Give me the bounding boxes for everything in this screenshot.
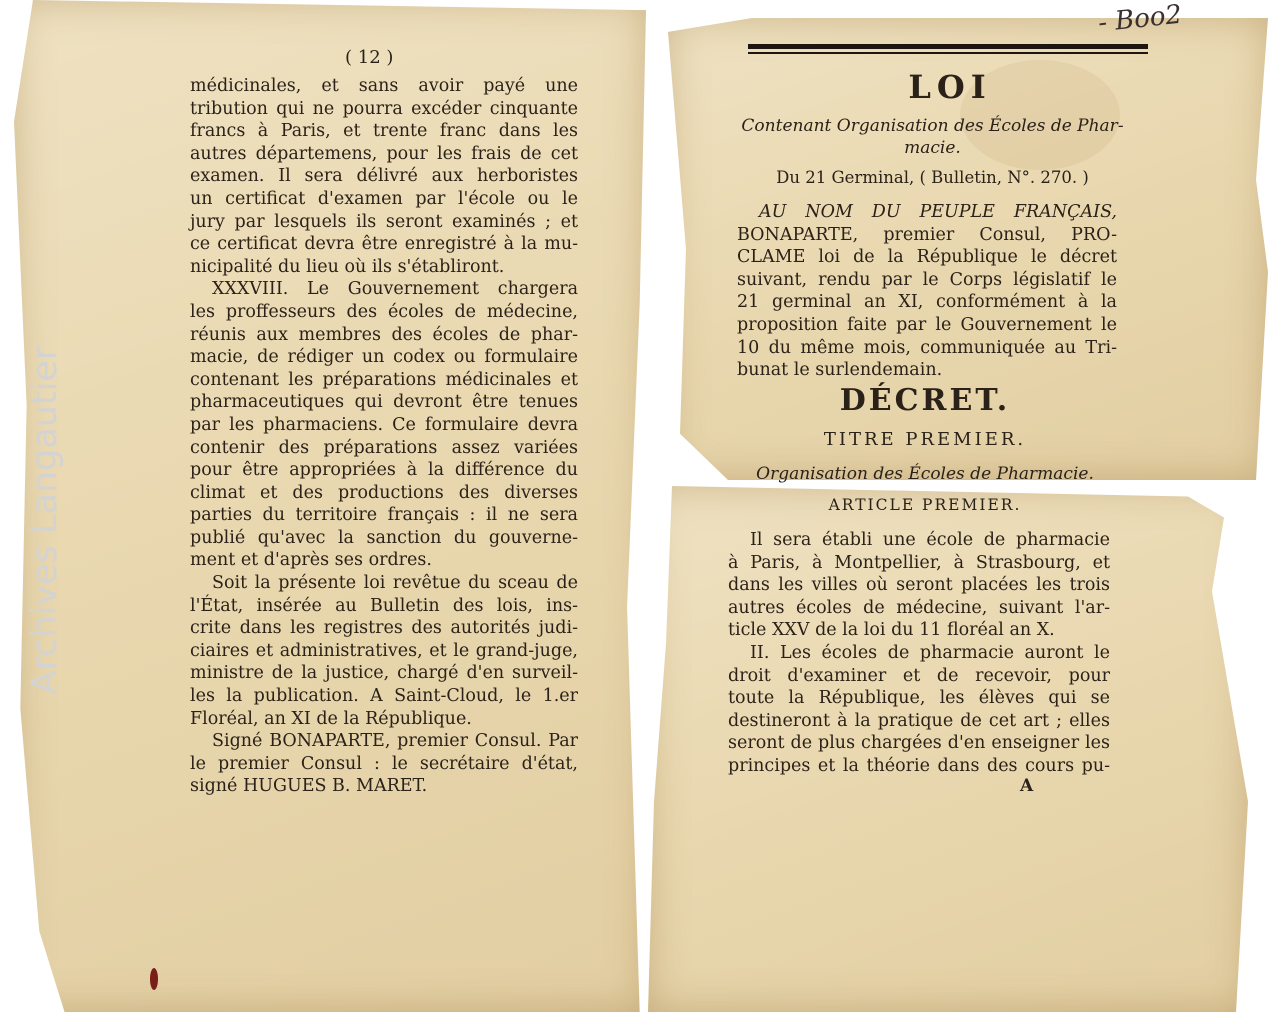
handwritten-note: - Boo2 <box>1096 0 1184 39</box>
subtitle-line: Contenant Organisation des Écoles de Phar- <box>741 116 1124 136</box>
text-line: à Paris, à Montpellier, à Strasbourg, et <box>728 552 1110 573</box>
header-rule-thin <box>748 52 1148 54</box>
text-line: pour être appropriées à la différence du <box>190 460 578 481</box>
left-page-text <box>190 75 578 798</box>
titre-subheading: Organisation des Écoles de Pharmacie. <box>756 464 1094 484</box>
text-line: dans les villes où seront placées les trois <box>728 575 1110 596</box>
text-line: parties du territoire français : il ne sera <box>190 505 578 526</box>
text-line: nicipalité du lieu où ils s'établiront. <box>190 256 505 277</box>
law-date: Du 21 Germinal, ( Bulletin, N°. 270. ) <box>776 168 1089 187</box>
text-line: un certificat d'examen par l'école ou le <box>190 188 578 209</box>
text-line: AU NOM DU PEUPLE FRANÇAIS, <box>759 202 1117 222</box>
text-line: suivant, rendu par le Corps législatif le <box>737 269 1117 290</box>
text-line: Soit la présente loi revêtue du sceau de <box>212 573 578 594</box>
text-line: Il sera établi une école de pharmacie <box>750 530 1110 550</box>
text-line: destineront à la pratique de cet art ; elles <box>728 710 1110 731</box>
text-line: réunis aux membres des écoles de phar- <box>190 324 578 345</box>
law-subtitle <box>735 115 1130 159</box>
text-line: les la publication. A Saint-Cloud, le 1.er <box>190 686 578 707</box>
text-line: contenir des préparations assez variées <box>190 437 578 458</box>
text-line: par les pharmaciens. Ce formulaire devra <box>190 414 578 435</box>
text-line: ce certificat devra être enregistré à la mu- <box>190 234 578 255</box>
text-line: BONAPARTE, premier Consul, PRO- <box>737 224 1117 245</box>
text-line: CLAME loi de la République le décret <box>737 247 1117 268</box>
text-line: jury par lesquels ils seront examinés ; et <box>190 211 578 232</box>
header-rule <box>748 44 1148 49</box>
archive-watermark: Archives Langautier <box>25 345 65 695</box>
text-line: l'État, insérée au Bulletin des lois, ins- <box>190 595 578 616</box>
text-line: seront de plus chargées d'en enseigner les <box>728 733 1110 754</box>
text-line: francs à Paris, et trente franc dans les <box>190 121 578 142</box>
text-line: publié qu'avec la sanction du gouverne- <box>190 527 578 548</box>
text-line: macie, de rédiger un codex ou formulaire <box>190 347 578 368</box>
text-line: médicinales, et sans avoir payé une <box>190 76 578 96</box>
text-line: ciaires et administratives, et le grand-juge, <box>190 640 578 661</box>
text-line: pharmaceutiques qui devront être tenues <box>190 392 578 413</box>
text-line: 21 germinal an XI, conformément à la <box>737 292 1117 313</box>
text-line: toute la République, les élèves qui se <box>728 688 1110 709</box>
text-line: climat et des productions des diverses <box>190 482 578 503</box>
text-line: XXXVIII. Le Gouvernement chargera <box>212 279 578 300</box>
text-line: crite dans les registres des autorités judi- <box>190 618 578 639</box>
text-line: 10 du même mois, communiquée au Tri- <box>737 337 1117 358</box>
text-line: tribution qui ne pourra excéder cinquante <box>190 98 578 119</box>
text-line: droit d'examiner et de recevoir, pour <box>728 665 1110 686</box>
text-line: contenant les préparations médicinales et <box>190 369 578 390</box>
text-line: II. Les écoles de pharmacie auront le <box>750 642 1110 663</box>
signature-line: Signé BONAPARTE, premier Consul. Par <box>212 731 578 752</box>
law-title: LOI <box>908 68 992 106</box>
article-text <box>728 529 1110 778</box>
text-line: autres départemens, pour les frais de cet <box>190 143 578 164</box>
text-line: autres écoles de médecine, suivant l'ar- <box>728 597 1110 618</box>
signature-mark: A <box>1020 776 1034 796</box>
text-line: examen. Il sera délivré aux herboristes <box>190 166 578 187</box>
text-line: proposition faite par le Gouvernement le <box>737 314 1117 335</box>
signature-line: signé HUGUES B. MARET. <box>190 776 428 797</box>
text-line: principes et la théorie dans des cours pu- <box>728 755 1110 776</box>
text-line: les proffesseurs des écoles de médecine, <box>190 301 578 322</box>
preamble-text <box>737 201 1117 382</box>
text-line: ticle XXV de la loi du 11 floréal an X. <box>728 620 1055 641</box>
text-line: ministre de la justice, chargé d'en surveil- <box>190 663 578 684</box>
text-line: ment et d'après ses ordres. <box>190 550 432 571</box>
ink-stain <box>150 968 158 990</box>
signature-line: le premier Consul : le secrétaire d'état, <box>190 753 578 774</box>
page-number: ( 12 ) <box>345 47 394 68</box>
text-line: Floréal, an XI de la République. <box>190 708 472 729</box>
text-line: bunat le surlendemain. <box>737 360 943 381</box>
subtitle-line: macie. <box>904 138 961 158</box>
titre-heading: TITRE PREMIER. <box>823 429 1027 450</box>
decree-title: DÉCRET. <box>839 383 1011 418</box>
article-heading: ARTICLE PREMIER. <box>828 496 1022 514</box>
